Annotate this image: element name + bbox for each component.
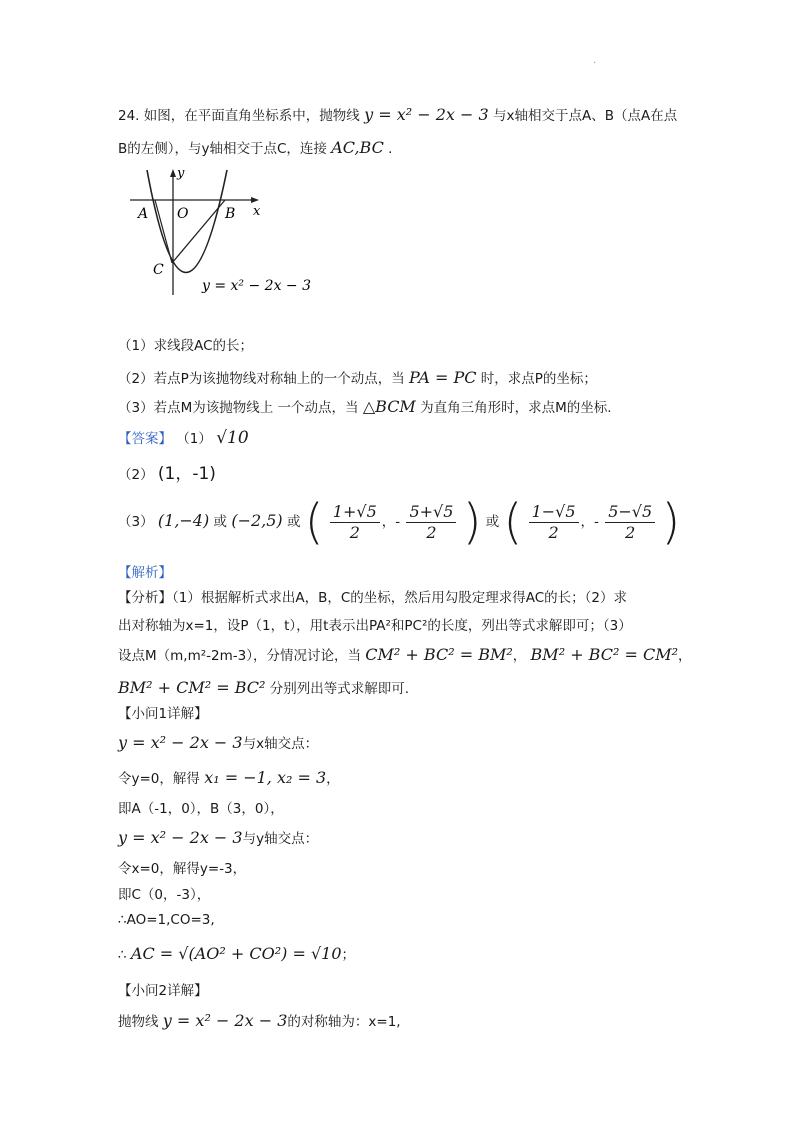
answer-2: （2） (1，-1) xyxy=(118,464,216,484)
parabola-figure xyxy=(125,165,325,300)
label-c: C xyxy=(153,262,164,278)
s1-line-5: 令x=0，解得y=-3， xyxy=(118,861,247,877)
s1-line-7: ∴AO=1,CO=3, xyxy=(118,912,215,928)
fenxi-tag: 【分析】 xyxy=(118,590,172,606)
s1-line-8: ∴ AC = √(AO² + CO²) = √10； xyxy=(118,944,356,963)
y-axis-arrow xyxy=(170,169,176,177)
fenxi-line-1: 【分析】（1）根据解析式求出A，B，C的坐标，然后用勾股定理求得AC的长；（2）求 xyxy=(118,590,628,606)
fenxi-line-4: BM² + CM² = BC² 分别列出等式求解即可. xyxy=(118,678,410,697)
s1-line-4: y = x² − 2x − 3与y轴交点： xyxy=(118,828,319,847)
answer-3: （3） (1,−4) 或 (−2,5) 或 ( $\frac{1+√5}{2}$ ，- $\frac{5+√5}{2}$ ) 或 ( $\frac{1-√5}{2}$ ，- $\frac{5-√5}{2}$ ) xyxy=(118,494,681,550)
s2-line-1: 抛物线 y = x² − 2x − 3的对称轴为：x=1, xyxy=(118,1011,401,1030)
part-1: （1）求线段AC的长； xyxy=(118,338,254,354)
analysis-tag-line: 【解析】 xyxy=(118,565,172,581)
fenxi-line-2: 出对称轴为x=1，设P（1，t），用t表示出PA²和PC²的长度，列出等式求解即可；（3） xyxy=(118,618,632,634)
part-2: （2）若点P为该抛物线对称轴上的一个动点，当 PA = PC 时，求点P的坐标； xyxy=(118,368,597,387)
question-intro-line-1: 24. 如图，在平面直角坐标系中，抛物线 y = x² − 2x − 3 与x轴相交于点A、B（点A在点 xyxy=(118,105,678,124)
question-number: 24. xyxy=(118,108,140,124)
segment-ac xyxy=(155,200,172,263)
part-3: （3）若点M为该抛物线上 一个动点，当 △BCM 为直角三角形时，求点M的坐标. xyxy=(118,397,612,416)
label-y: y xyxy=(177,166,185,181)
label-b: B xyxy=(225,206,236,222)
question-intro-line-2: B的左侧），与y轴相交于点C，连接 AC,BC . xyxy=(118,138,393,157)
sub2-heading: 【小问2详解】 xyxy=(118,983,208,999)
label-a: A xyxy=(138,206,149,222)
s1-line-1: y = x² − 2x − 3与x轴交点： xyxy=(118,733,319,752)
s1-line-2: 令y=0，解得 x₁ = −1, x₂ = 3， xyxy=(118,768,340,787)
s1-line-6: 即C（0，-3）， xyxy=(118,887,211,903)
curve-label: y = x² − 2x − 3 xyxy=(202,278,312,294)
label-o: O xyxy=(177,206,189,222)
parabola-equation: y = x² − 2x − 3 xyxy=(364,105,489,124)
page-dot: . xyxy=(593,55,597,66)
fenxi-line-3: 设点M（m,m²-2m-3），分情况讨论，当 CM² + BC² = BM²， BM² + BC² = CM²， xyxy=(118,645,692,664)
label-x: x xyxy=(253,204,261,219)
answer-tag: 【答案】 xyxy=(118,431,172,447)
x-axis-arrow xyxy=(251,197,259,203)
answer-1: 【答案】 （1） √10 xyxy=(118,428,249,448)
s1-line-3: 即A（-1，0），B（3，0）， xyxy=(118,801,284,817)
sub1-heading: 【小问1详解】 xyxy=(118,706,208,722)
